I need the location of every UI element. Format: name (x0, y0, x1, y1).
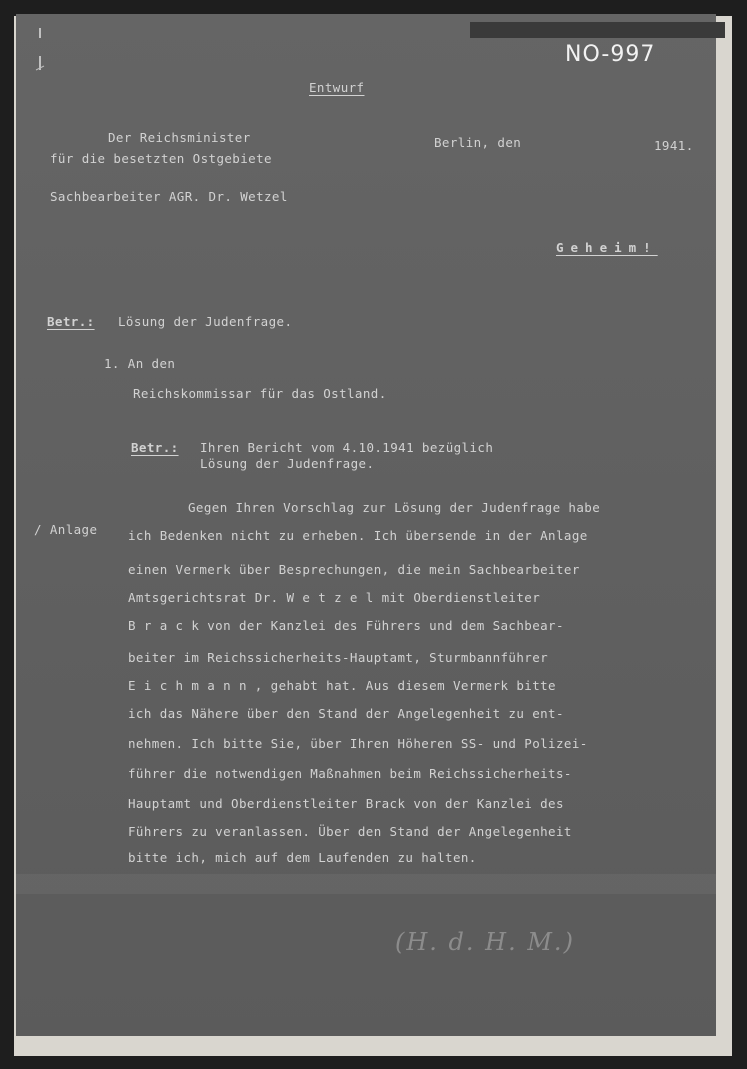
body-line: Gegen Ihren Vorschlag zur Lösung der Judenfrage habe (188, 500, 601, 515)
recipient-number: 1. An den (104, 356, 176, 371)
archive-stamp: NO-997 (565, 42, 656, 67)
ref-line-1: Ihren Bericht vom 4.10.1941 bezüglich (200, 440, 494, 455)
fold-band (16, 874, 716, 894)
place-date: Berlin, den (434, 135, 522, 150)
body-line: nehmen. Ich bitte Sie, über Ihren Höheren SS- und Polizei- (128, 736, 588, 751)
top-tab-shadow (470, 22, 725, 38)
body-line: ich Bedenken nicht zu erheben. Ich übersende in der Anlage (128, 528, 588, 543)
body-line: führer die notwendigen Maßnahmen beim Reichssicherheits- (128, 766, 572, 781)
body-line: bitte ich, mich auf dem Laufenden zu halten. (128, 850, 477, 865)
sender-line-2: für die besetzten Ostgebiete (50, 151, 272, 166)
clerk-line: Sachbearbeiter AGR. Dr. Wetzel (50, 189, 288, 204)
margin-note: / Anlage (34, 522, 98, 537)
ref-label: Betr.: (131, 440, 179, 455)
year: 1941. (654, 138, 694, 153)
signature-mark: (H. d. H. M.) (395, 928, 575, 956)
sender-line-1: Der Reichsminister (108, 130, 251, 145)
body-line: E i c h m a n n , gehabt hat. Aus diesem Vermerk bitte (128, 678, 556, 693)
ref-line-2: Lösung der Judenfrage. (200, 456, 375, 471)
header-title: Entwurf (309, 80, 365, 95)
classification: Geheim! (556, 240, 658, 255)
body-line: ich das Nähere über den Stand der Angelegenheit zu ent- (128, 706, 564, 721)
subject-label: Betr.: (47, 314, 95, 329)
document-page (16, 14, 716, 1036)
body-line: Führers zu veranlassen. Über den Stand der Angelegenheit (128, 824, 572, 839)
body-line: Amtsgerichtsrat Dr. W e t z e l mit Oberdienstleiter (128, 590, 541, 605)
subject-text: Lösung der Judenfrage. (118, 314, 293, 329)
body-line: einen Vermerk über Besprechungen, die mein Sachbearbeiter (128, 562, 580, 577)
body-line: Hauptamt und Oberdienstleiter Brack von der Kanzlei des (128, 796, 564, 811)
recipient-name: Reichskommissar für das Ostland. (133, 386, 387, 401)
body-line: beiter im Reichssicherheits-Hauptamt, Sturmbannführer (128, 650, 549, 665)
staple-mark-icon (34, 26, 48, 74)
body-line: B r a c k von der Kanzlei des Führers und dem Sachbear- (128, 618, 564, 633)
